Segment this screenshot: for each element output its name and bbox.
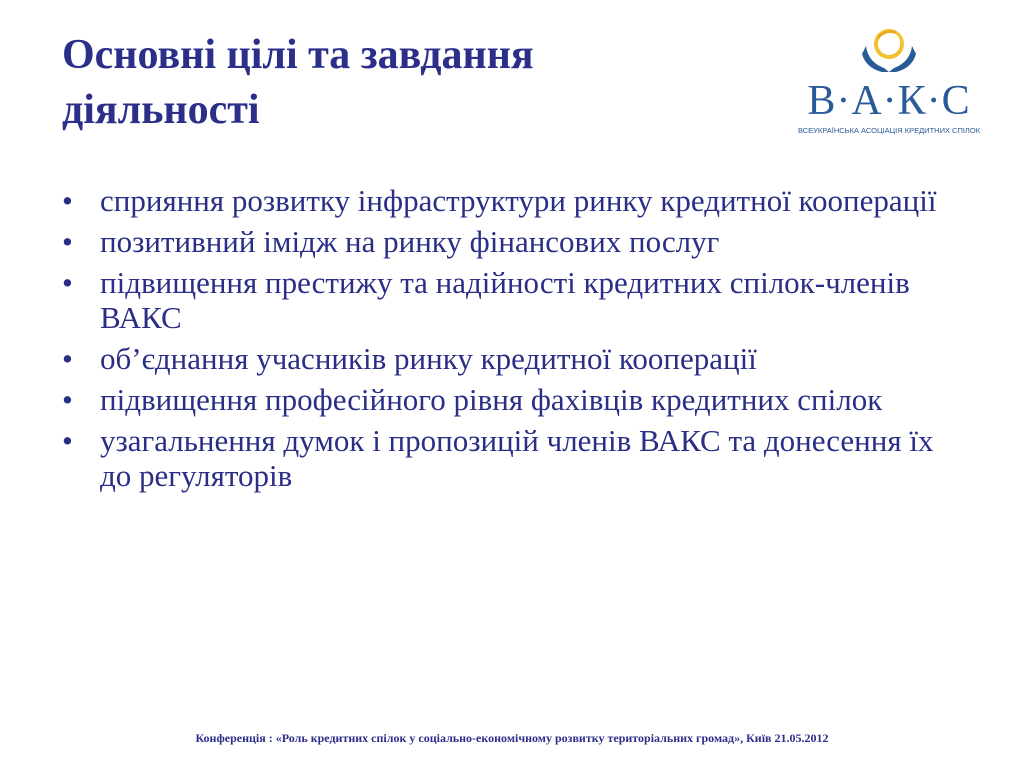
bullet-marker: •	[62, 183, 73, 218]
slide-title: Основні цілі та завдання діяльності	[62, 32, 534, 133]
bullet-list	[62, 183, 962, 499]
bullet-text: позитивний імідж на ринку фінансових послуг	[100, 224, 720, 259]
bullet-item	[62, 224, 962, 259]
bullet-item	[62, 382, 962, 417]
bullet-marker: •	[62, 423, 73, 458]
slide-footer: Конференція : «Роль кредитних спілок у соціально-економічному розвитку територіальних громад», Київ 21.05.2012	[195, 731, 829, 745]
vaks-logo	[780, 28, 998, 138]
bullet-marker: •	[62, 341, 73, 376]
bullet-text: сприяння розвитку інфраструктури ринку кредитної кооперації	[100, 183, 937, 218]
bullet-item	[62, 265, 962, 335]
bullet-marker: •	[62, 224, 73, 259]
bullet-item	[62, 423, 962, 493]
bullet-item	[62, 183, 962, 218]
bullet-text: підвищення професійного рівня фахівців кредитних спілок	[100, 382, 883, 417]
bullet-marker: •	[62, 382, 73, 417]
bullet-text: узагальнення думок і пропозицій членів ВАКС та донесення їх до регуляторів	[100, 423, 934, 493]
hands-sun-icon	[780, 28, 998, 78]
bullet-marker: •	[62, 265, 73, 300]
logo-name: В·А·К·С	[807, 78, 971, 124]
bullet-item	[62, 341, 962, 376]
bullet-text: об’єднання учасників ринку кредитної кооперації	[100, 341, 757, 376]
logo-subtitle: ВСЕУКРАЇНСЬКА АСОЦІАЦІЯ КРЕДИТНИХ СПІЛОК	[797, 126, 981, 135]
bullet-text: підвищення престижу та надійності кредитних спілок-членів ВАКС	[100, 265, 910, 335]
